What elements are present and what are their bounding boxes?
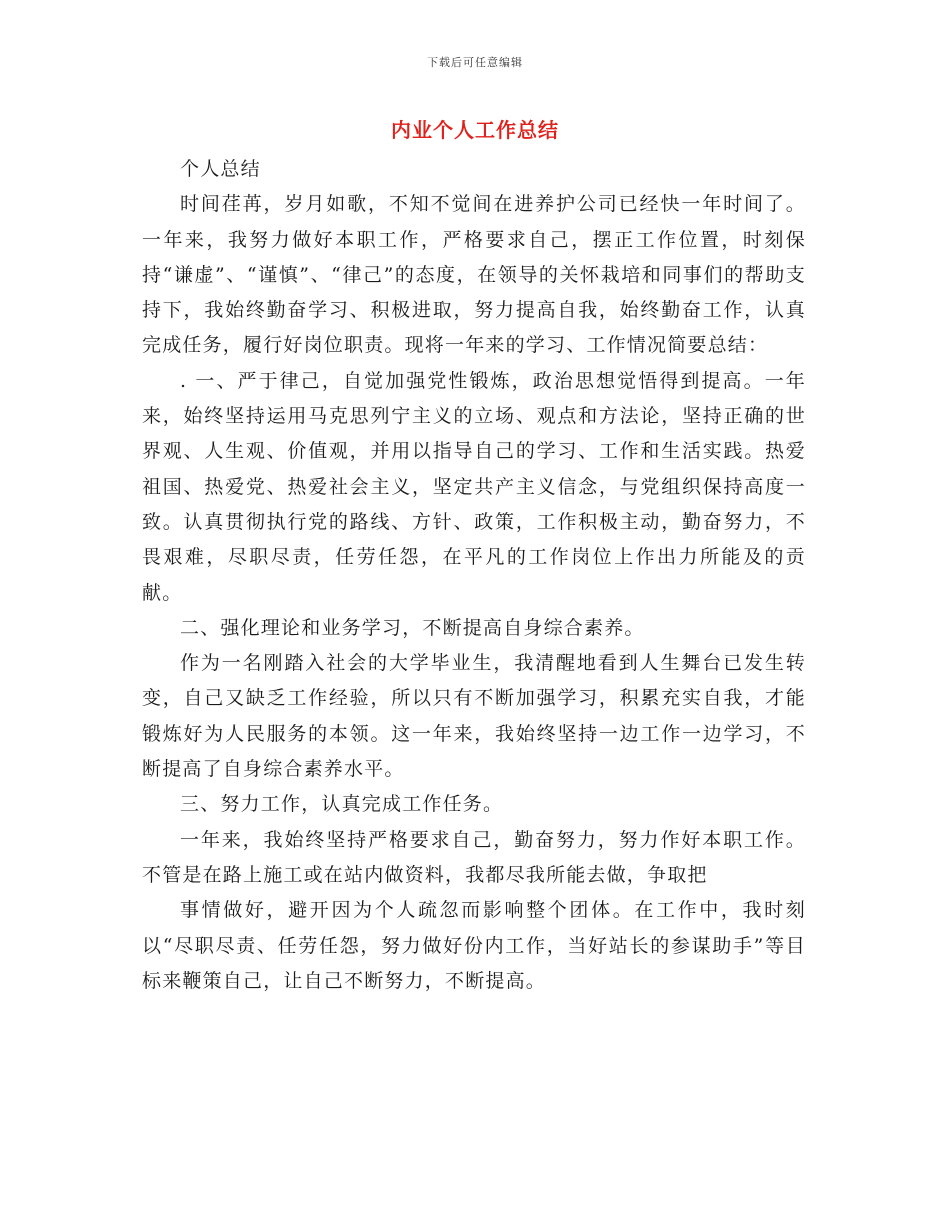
paragraph: . 一、严于律己，自觉加强党性锻炼，政治思想觉悟得到提高。一年来，始终坚持运用马克思列宁主义的立场、观点和方法论，坚持正确的世界观、人生观、价值观，并用以指导自己的学习、工作和生活实践。热爱祖国、热爱党、热爱社会主义，坚定共产主义信念，与党组织保持高度一致。认真贯彻执行党的路线、方针、政策，工作积极主动，勤奋努力，不畏艰难，尽职尽责，任劳任怨，在平凡的工作岗位上作出力所能及的贡献。 [142,369,806,604]
document-body [142,152,806,999]
paragraph: 一年来，我始终坚持严格要求自己，勤奋努力，努力作好本职工作。不管是在路上施工或在站内做资料，我都尽我所能去做，争取把 [142,828,806,886]
paragraph-heading: 个人总结 [180,158,261,180]
paragraph-heading: 三、努力工作，认真完成工作任务。 [180,793,504,816]
paragraph: 时间荏苒，岁月如歌，不知不觉间在进养护公司已经快一年时间了。一年来，我努力做好本职工作，严格要求自己，摆正工作位置，时刻保持“谦虚”、“谨慎”、“律己”的态度，在领导的关怀栽培和同事们的帮助支持下，我始终勤奋学习、积极进取，努力提高自我，始终勤奋工作，认真完成任务，履行好岗位职责。现将一年来的学习、工作情况简要总结： [142,193,806,357]
header-note: 下载后可任意编辑 [427,56,523,69]
paragraph: 作为一名刚踏入社会的大学毕业生，我清醒地看到人生舞台已发生转变，自己又缺乏工作经验，所以只有不断加强学习，积累充实自我，才能锻炼好为人民服务的本领。这一年来，我始终坚持一边工作一边学习，不断提高了自身综合素养水平。 [142,652,806,781]
paragraph: 事情做好，避开因为个人疏忽而影响整个团体。在工作中，我时刻以“尽职尽责、任劳任怨，努力做好份内工作，当好站长的参谋助手”等目标来鞭策自己，让自己不断努力，不断提高。 [142,899,806,992]
document-title: 内业个人工作总结 [391,118,559,142]
paragraph-heading: 二、强化理论和业务学习，不断提高自身综合素养。 [180,616,645,639]
